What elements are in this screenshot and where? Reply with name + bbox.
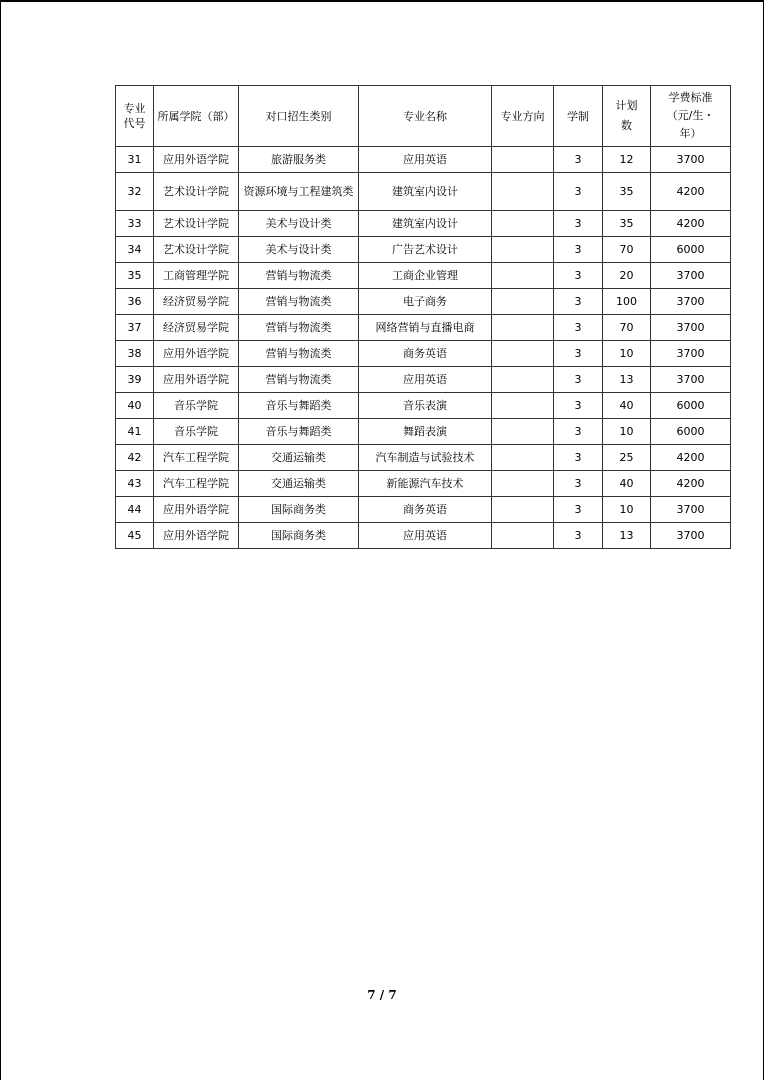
cell-category: 旅游服务类 [239, 147, 359, 173]
cell-direction [492, 367, 554, 393]
cell-plan: 100 [603, 289, 651, 315]
cell-code: 41 [116, 419, 154, 445]
cell-category: 营销与物流类 [239, 289, 359, 315]
cell-fee: 3700 [651, 341, 731, 367]
cell-fee: 3700 [651, 147, 731, 173]
cell-direction [492, 147, 554, 173]
cell-code: 39 [116, 367, 154, 393]
cell-direction [492, 497, 554, 523]
table-row [116, 471, 731, 497]
cell-duration: 3 [554, 419, 603, 445]
cell-duration: 3 [554, 211, 603, 237]
cell-code: 36 [116, 289, 154, 315]
cell-code: 38 [116, 341, 154, 367]
cell-category: 美术与设计类 [239, 237, 359, 263]
cell-code: 34 [116, 237, 154, 263]
cell-duration: 3 [554, 341, 603, 367]
cell-plan: 25 [603, 445, 651, 471]
cell-plan: 13 [603, 523, 651, 549]
cell-category: 国际商务类 [239, 497, 359, 523]
cell-major: 商务英语 [359, 497, 492, 523]
page-number: 7 / 7 [367, 988, 397, 1002]
cell-college: 经济贸易学院 [154, 315, 239, 341]
cell-duration: 3 [554, 393, 603, 419]
cell-fee: 6000 [651, 237, 731, 263]
cell-plan: 40 [603, 393, 651, 419]
cell-college: 汽车工程学院 [154, 471, 239, 497]
cell-category-text: 资源环境与工程建筑类 [243, 185, 354, 198]
cell-category [239, 173, 359, 211]
header-college: 所属学院（部） [154, 86, 239, 147]
header-plan: 计划数 [603, 86, 651, 147]
table-row [116, 147, 731, 173]
header-fee: 学费标准（元/生・年） [651, 86, 731, 147]
table-row [116, 341, 731, 367]
table-row [116, 263, 731, 289]
cell-direction [492, 341, 554, 367]
cell-fee: 4200 [651, 173, 731, 211]
cell-duration: 3 [554, 523, 603, 549]
cell-duration: 3 [554, 367, 603, 393]
cell-category: 营销与物流类 [239, 263, 359, 289]
cell-college: 音乐学院 [154, 393, 239, 419]
cell-code: 32 [116, 173, 154, 211]
cell-college: 应用外语学院 [154, 523, 239, 549]
cell-category: 交通运输类 [239, 471, 359, 497]
cell-duration: 3 [554, 263, 603, 289]
cell-major: 应用英语 [359, 523, 492, 549]
cell-category: 美术与设计类 [239, 211, 359, 237]
cell-college: 应用外语学院 [154, 497, 239, 523]
cell-duration: 3 [554, 289, 603, 315]
cell-direction [492, 315, 554, 341]
cell-major: 广告艺术设计 [359, 237, 492, 263]
cell-duration: 3 [554, 237, 603, 263]
table-row [116, 211, 731, 237]
cell-code: 45 [116, 523, 154, 549]
cell-direction [492, 471, 554, 497]
cell-direction [492, 173, 554, 211]
cell-fee: 6000 [651, 393, 731, 419]
cell-fee: 6000 [651, 419, 731, 445]
cell-plan: 20 [603, 263, 651, 289]
cell-duration: 3 [554, 471, 603, 497]
cell-direction [492, 237, 554, 263]
cell-fee: 3700 [651, 497, 731, 523]
cell-plan: 10 [603, 341, 651, 367]
cell-major: 工商企业管理 [359, 263, 492, 289]
cell-major: 建筑室内设计 [359, 211, 492, 237]
cell-major: 电子商务 [359, 289, 492, 315]
cell-college: 应用外语学院 [154, 367, 239, 393]
table-row [116, 173, 731, 211]
cell-fee: 3700 [651, 315, 731, 341]
cell-major: 应用英语 [359, 147, 492, 173]
header-code: 专业代号 [116, 86, 154, 147]
cell-plan: 12 [603, 147, 651, 173]
cell-plan: 10 [603, 419, 651, 445]
table-row [116, 367, 731, 393]
table-row [116, 419, 731, 445]
header-category: 对口招生类别 [239, 86, 359, 147]
cell-major: 建筑室内设计 [359, 173, 492, 211]
cell-direction [492, 445, 554, 471]
cell-college: 应用外语学院 [154, 341, 239, 367]
cell-fee: 4200 [651, 471, 731, 497]
table-row [116, 237, 731, 263]
cell-category: 交通运输类 [239, 445, 359, 471]
header-duration: 学制 [554, 86, 603, 147]
cell-plan: 35 [603, 173, 651, 211]
table-row [116, 523, 731, 549]
cell-duration: 3 [554, 147, 603, 173]
cell-direction [492, 393, 554, 419]
cell-duration: 3 [554, 497, 603, 523]
cell-code: 44 [116, 497, 154, 523]
cell-college: 艺术设计学院 [154, 173, 239, 211]
cell-college: 应用外语学院 [154, 147, 239, 173]
cell-code: 40 [116, 393, 154, 419]
cell-category: 国际商务类 [239, 523, 359, 549]
cell-fee: 3700 [651, 367, 731, 393]
cell-fee: 3700 [651, 289, 731, 315]
header-major: 专业名称 [359, 86, 492, 147]
cell-plan: 70 [603, 315, 651, 341]
cell-category: 营销与物流类 [239, 367, 359, 393]
cell-plan: 40 [603, 471, 651, 497]
cell-direction [492, 523, 554, 549]
header-direction: 专业方向 [492, 86, 554, 147]
cell-code: 37 [116, 315, 154, 341]
cell-plan: 10 [603, 497, 651, 523]
cell-category: 音乐与舞蹈类 [239, 393, 359, 419]
table-row [116, 497, 731, 523]
cell-fee: 4200 [651, 445, 731, 471]
cell-code: 43 [116, 471, 154, 497]
table-row [116, 315, 731, 341]
table-row [116, 289, 731, 315]
cell-code: 35 [116, 263, 154, 289]
cell-fee: 4200 [651, 211, 731, 237]
cell-duration: 3 [554, 445, 603, 471]
cell-plan: 35 [603, 211, 651, 237]
cell-college: 经济贸易学院 [154, 289, 239, 315]
table-row [116, 393, 731, 419]
cell-code: 42 [116, 445, 154, 471]
cell-major: 舞蹈表演 [359, 419, 492, 445]
cell-major: 汽车制造与试验技术 [359, 445, 492, 471]
cell-duration: 3 [554, 173, 603, 211]
cell-category: 音乐与舞蹈类 [239, 419, 359, 445]
cell-category: 营销与物流类 [239, 341, 359, 367]
cell-college: 工商管理学院 [154, 263, 239, 289]
cell-college: 汽车工程学院 [154, 445, 239, 471]
cell-major: 新能源汽车技术 [359, 471, 492, 497]
enrollment-plan-table [115, 85, 731, 549]
cell-direction [492, 211, 554, 237]
cell-duration: 3 [554, 315, 603, 341]
cell-major: 商务英语 [359, 341, 492, 367]
cell-code: 33 [116, 211, 154, 237]
table-body [116, 147, 731, 549]
cell-fee: 3700 [651, 523, 731, 549]
cell-college: 艺术设计学院 [154, 237, 239, 263]
cell-direction [492, 419, 554, 445]
cell-college: 音乐学院 [154, 419, 239, 445]
cell-major: 音乐表演 [359, 393, 492, 419]
cell-code: 31 [116, 147, 154, 173]
cell-direction [492, 289, 554, 315]
cell-major: 应用英语 [359, 367, 492, 393]
cell-plan: 70 [603, 237, 651, 263]
cell-direction [492, 263, 554, 289]
cell-category: 营销与物流类 [239, 315, 359, 341]
cell-fee: 3700 [651, 263, 731, 289]
table-row [116, 445, 731, 471]
cell-major: 网络营销与直播电商 [359, 315, 492, 341]
table-header-row [116, 86, 731, 147]
cell-college: 艺术设计学院 [154, 211, 239, 237]
cell-plan: 13 [603, 367, 651, 393]
